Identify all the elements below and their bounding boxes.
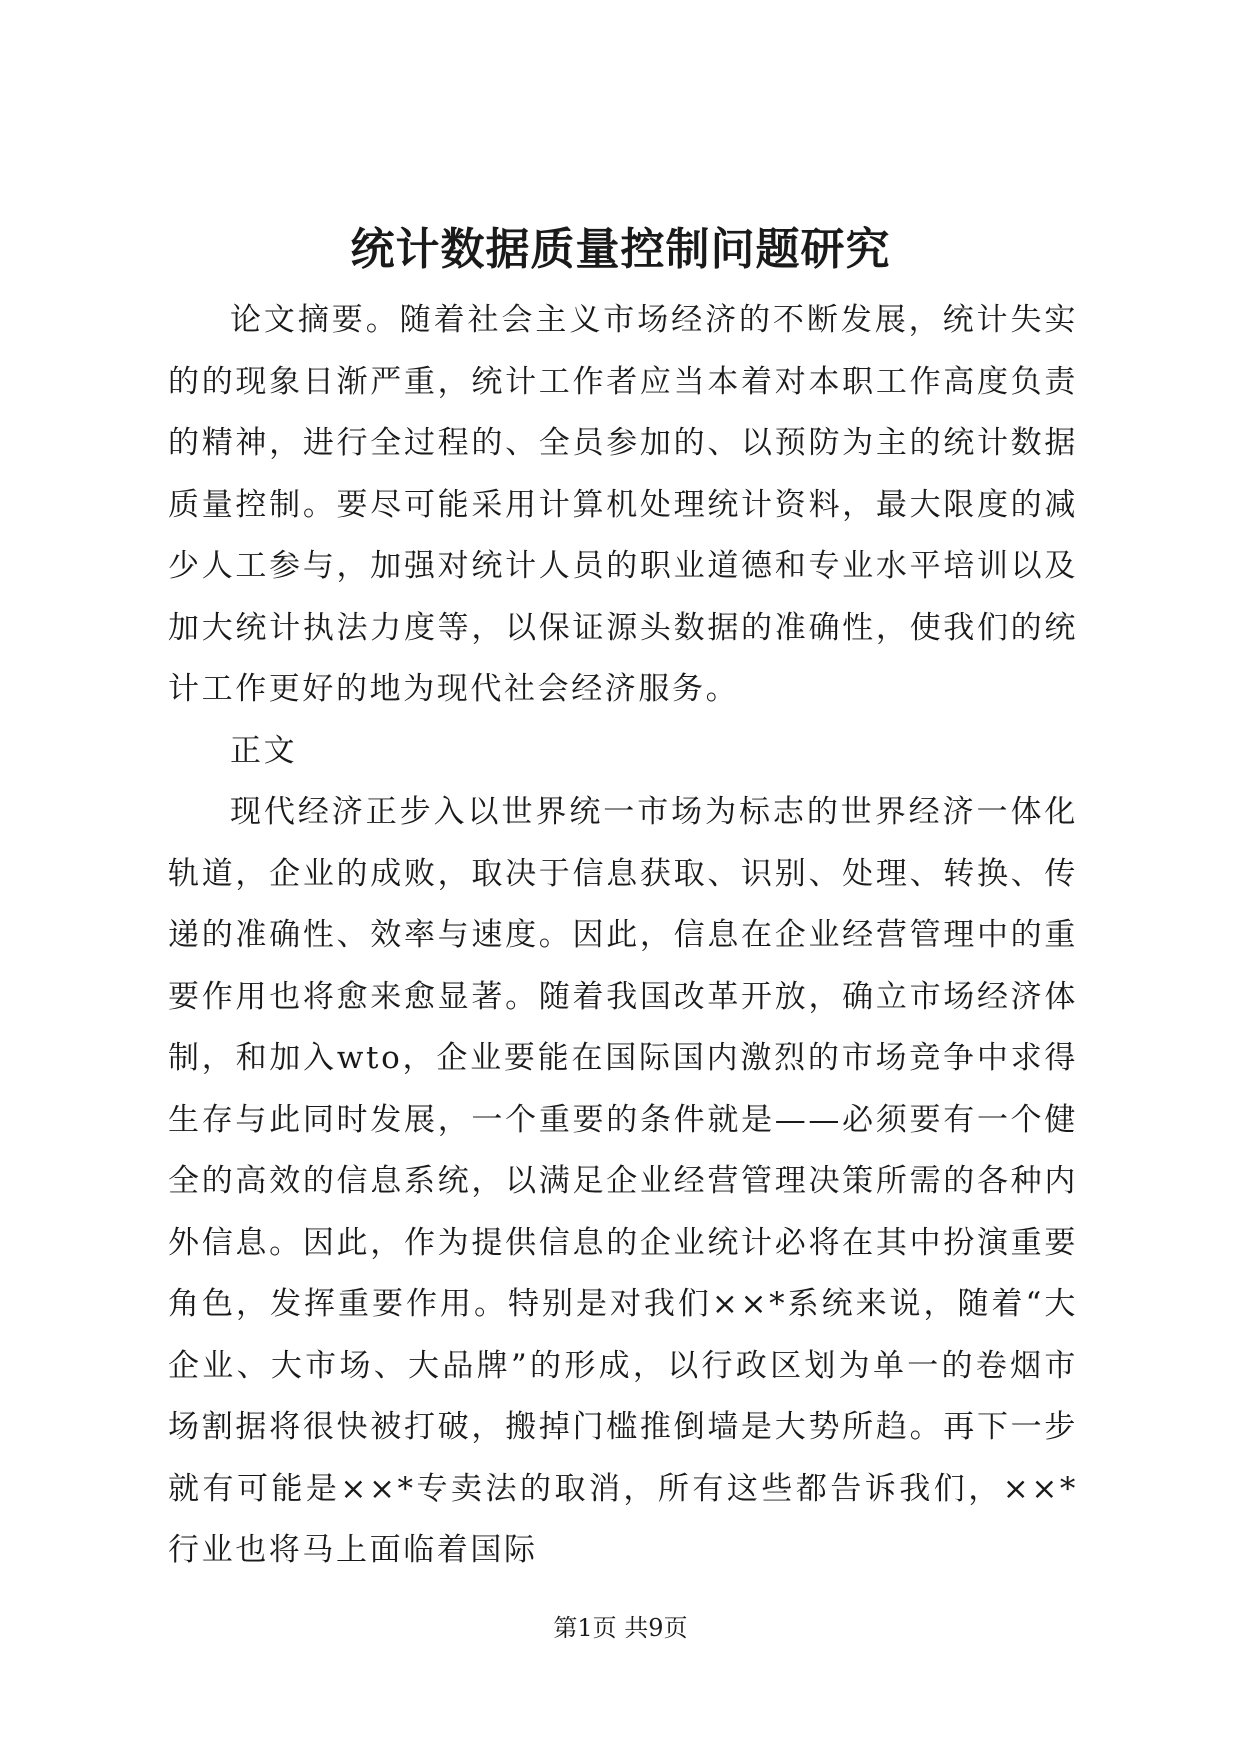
page-number: 第1页 共9页: [553, 1614, 688, 1642]
body-paragraph: 现代经济正步入以世界统一市场为标志的世界经济一体化轨道，企业的成败，取决于信息获取、识别、处理、转换、传递的准确性、效率与速度。因此，信息在企业经营管理中的重要作用也将愈来愈显著。随着我国改革开放，确立市场经济体制，和加入wto，企业要能在国际国内激烈的市场竞争中求得生存与此同时发展，一个重要的条件就是——必须要有一个健全的高效的信息系统，以满足企业经营管理决策所需的各种内外信息。因此，作为提供信息的企业统计必将在其中扮演重要角色，发挥重要作用。特别是对我们××*系统来说，随着“大企业、大市场、大品牌”的形成，以行政区划为单一的卷烟市场割据将很快被打破，搬掉门槛推倒墙是大势所趋。再下一步就有可能是××*专卖法的取消，所有这些都告诉我们，××*行业也将马上面临着国际: [168, 794, 1078, 1568]
abstract-paragraph: 论文摘要。随着社会主义市场经济的不断发展，统计失实的的现象日渐严重，统计工作者应当本着对本职工作高度负责的精神，进行全过程的、全员参加的、以预防为主的统计数据质量控制。要尽可能采用计算机处理统计资料，最大限度的减少人工参与，加强对统计人员的职业道德和专业水平培训以及加大统计执法力度等，以保证源头数据的准确性，使我们的统计工作更好的地为现代社会经济服务。: [168, 302, 1078, 707]
section-heading-main-text: 正文: [230, 732, 298, 769]
document-title: 统计数据质量控制问题研究: [350, 224, 891, 275]
document-body: [168, 290, 1078, 1582]
